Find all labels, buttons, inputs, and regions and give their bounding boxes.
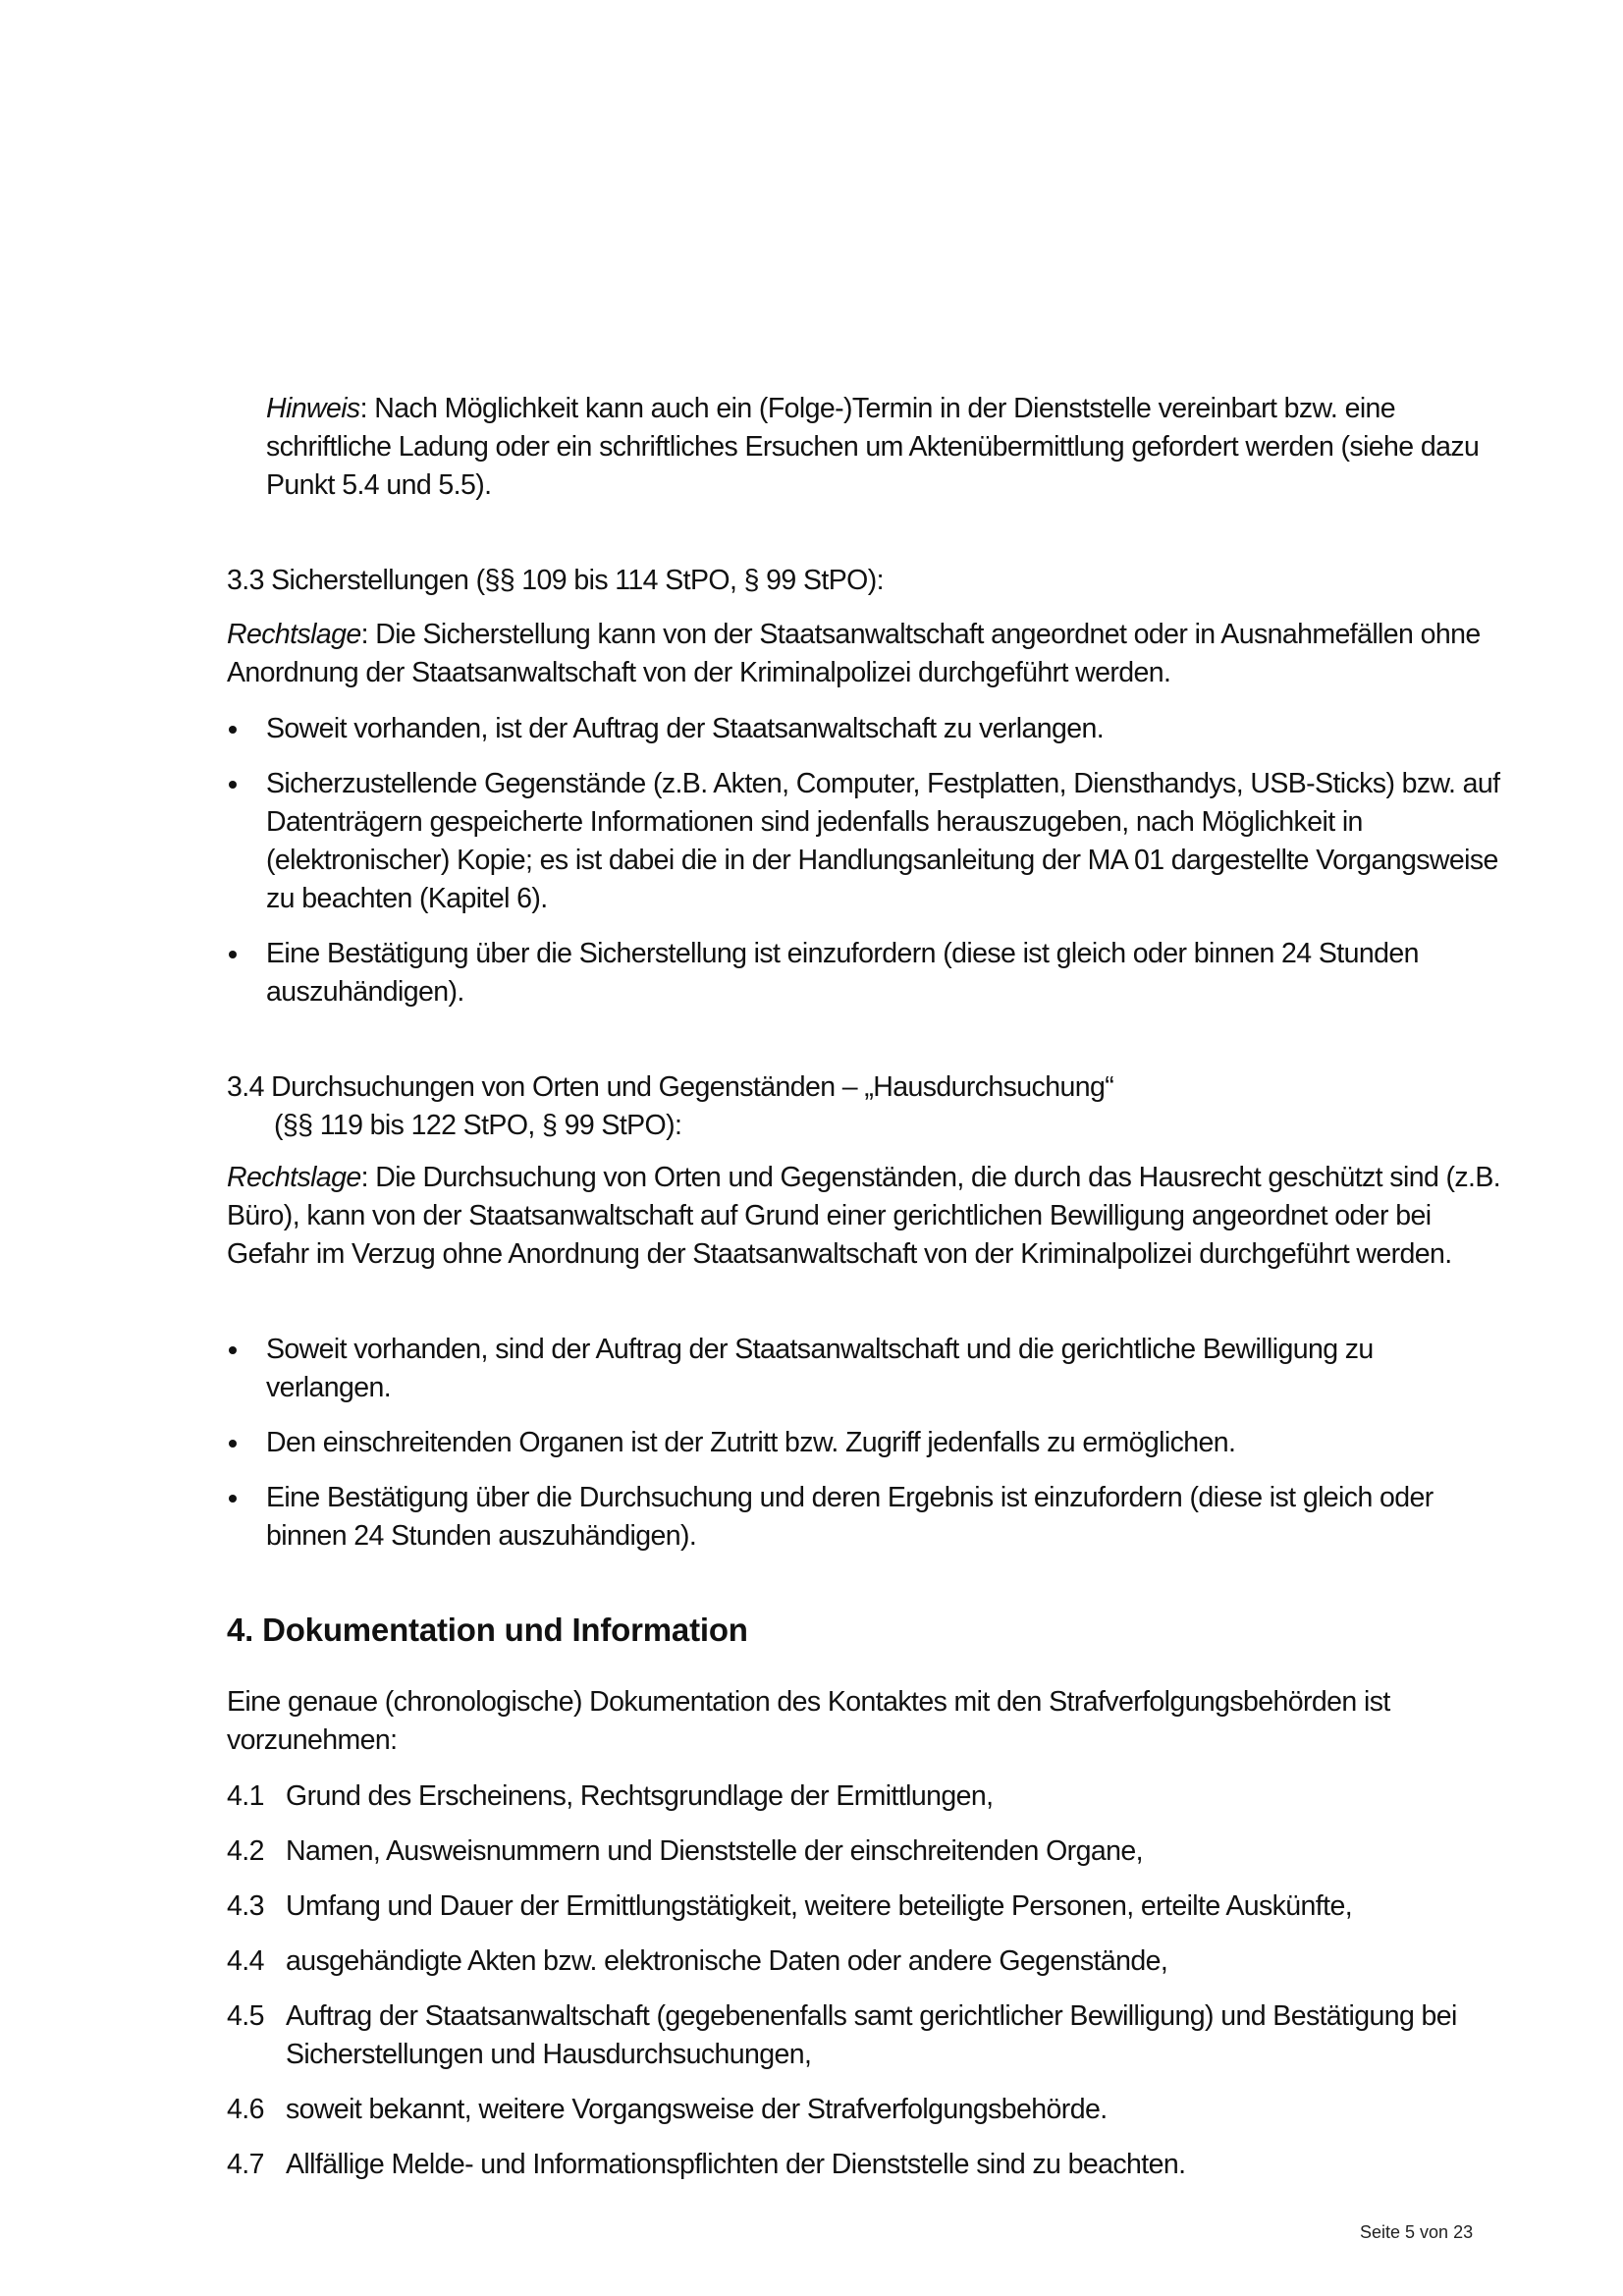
hint-label: Hinweis bbox=[266, 393, 360, 424]
item-text: soweit bekannt, weitere Vorgangsweise der Strafverfolgungsbehörde. bbox=[286, 2094, 1108, 2125]
hint-text: : Nach Möglichkeit kann auch ein (Folge-)Termin in der Dienststelle vereinbart bzw. eine schriftliche Ladung oder ein schriftliches Ersuchen um Aktenübermittlung gefordert werden (siehe dazu Punkt 5.4 und 5.5). bbox=[266, 393, 1480, 501]
section-3-3-bullet-list bbox=[227, 710, 1503, 1011]
bullet-text: Sicherzustellende Gegenstände (z.B. Akten, Computer, Festplatten, Diensthandys, USB-Sticks) bzw. auf Datenträgern gespeicherte Informationen sind jedenfalls herauszugeben, nach Möglichkeit in (elektronischer) Kopie; es ist dabei die in der Handlungsanleitung der MA 01 dargestellte Vorgangsweise zu beachten (Kapitel 6). bbox=[266, 768, 1500, 914]
item-number: 4.2 bbox=[227, 1835, 264, 1867]
item-text: Namen, Ausweisnummern und Dienststelle der einschreitenden Organe, bbox=[286, 1835, 1143, 1867]
item-number: 4.3 bbox=[227, 1890, 264, 1922]
item-number: 4.4 bbox=[227, 1945, 264, 1977]
hint-paragraph bbox=[266, 390, 1503, 505]
section-3-4-legal-label: Rechtslage bbox=[227, 1162, 361, 1193]
list-item bbox=[227, 710, 1503, 748]
section-3-4-bullet-list bbox=[227, 1331, 1503, 1556]
section-3-4-legal-paragraph bbox=[227, 1159, 1503, 1274]
section-3-3-legal-paragraph bbox=[227, 616, 1503, 692]
list-item bbox=[227, 1777, 1503, 1816]
list-item bbox=[227, 2091, 1503, 2129]
section-4-heading: 4. Dokumentation und Information bbox=[227, 1612, 748, 1648]
item-number: 4.7 bbox=[227, 2149, 264, 2180]
section-3-3-legal-text: : Die Sicherstellung kann von der Staatsanwaltschaft angeordnet oder in Ausnahmefällen ohne Anordnung der Staatsanwaltschaft von der Kriminalpolizei durchgeführt werden. bbox=[227, 619, 1481, 688]
list-item bbox=[227, 765, 1503, 918]
list-item bbox=[227, 2146, 1503, 2184]
bullet-icon bbox=[229, 781, 237, 789]
list-item bbox=[227, 1424, 1503, 1462]
bullet-text: Soweit vorhanden, ist der Auftrag der Staatsanwaltschaft zu verlangen. bbox=[266, 713, 1105, 744]
bullet-text: Den einschreitenden Organen ist der Zutritt bzw. Zugriff jedenfalls zu ermöglichen. bbox=[266, 1427, 1236, 1458]
list-item bbox=[227, 1331, 1503, 1407]
item-number: 4.5 bbox=[227, 2000, 264, 2032]
bullet-icon bbox=[229, 1495, 237, 1503]
page-number: Seite 5 von 23 bbox=[1360, 2222, 1474, 2242]
section-4-intro: Eine genaue (chronologische) Dokumentation des Kontaktes mit den Strafverfolgungsbehörden ist vorzunehmen: bbox=[227, 1686, 1390, 1756]
item-text: Umfang und Dauer der Ermittlungstätigkeit, weitere beteiligte Personen, erteilte Auskünfte, bbox=[286, 1890, 1353, 1922]
bullet-icon bbox=[229, 951, 237, 958]
list-item bbox=[227, 1942, 1503, 1981]
bullet-icon bbox=[229, 1440, 237, 1448]
list-item bbox=[227, 935, 1503, 1011]
bullet-text: Eine Bestätigung über die Sicherstellung ist einzufordern (diese ist gleich oder binnen 24 Stunden auszuhändigen). bbox=[266, 938, 1419, 1008]
list-item bbox=[227, 1479, 1503, 1556]
item-text: Grund des Erscheinens, Rechtsgrundlage der Ermittlungen, bbox=[286, 1780, 994, 1812]
list-item bbox=[227, 1887, 1503, 1926]
bullet-icon bbox=[229, 1346, 237, 1354]
list-item bbox=[227, 1997, 1503, 2074]
section-3-4-heading-line1: 3.4 Durchsuchungen von Orten und Gegenständen – „Hausdurchsuchung“ bbox=[227, 1071, 1114, 1103]
item-text: Allfällige Melde- und Informationspflichten der Dienststelle sind zu beachten. bbox=[286, 2149, 1186, 2180]
item-text: Auftrag der Staatsanwaltschaft (gegebenenfalls samt gerichtlicher Bewilligung) und Bestätigung bei Sicherstellungen und Hausdurchsuchungen, bbox=[286, 2000, 1457, 2070]
bullet-text: Eine Bestätigung über die Durchsuchung und deren Ergebnis ist einzufordern (diese ist gleich oder binnen 24 Stunden auszuhändigen). bbox=[266, 1482, 1434, 1552]
item-text: ausgehändigte Akten bzw. elektronische Daten oder andere Gegenstände, bbox=[286, 1945, 1168, 1977]
section-3-3-heading: 3.3 Sicherstellungen (§§ 109 bis 114 StPO, § 99 StPO): bbox=[227, 565, 884, 596]
section-4-numbered-list bbox=[227, 1777, 1503, 2184]
section-3-3-legal-label: Rechtslage bbox=[227, 619, 361, 650]
list-item bbox=[227, 1832, 1503, 1871]
item-number: 4.6 bbox=[227, 2094, 264, 2125]
section-3-4-heading-line2: (§§ 119 bis 122 StPO, § 99 StPO): bbox=[274, 1110, 682, 1141]
section-3-4-heading bbox=[227, 1068, 1113, 1145]
bullet-icon bbox=[229, 726, 237, 734]
bullet-text: Soweit vorhanden, sind der Auftrag der Staatsanwaltschaft und die gerichtliche Bewilligung zu verlangen. bbox=[266, 1334, 1374, 1403]
section-3-4-legal-text: : Die Durchsuchung von Orten und Gegenständen, die durch das Hausrecht geschützt sind (z.B. Büro), kann von der Staatsanwaltschaft auf Grund einer gerichtlichen Bewilligung angeordnet oder bei Gefahr im Verzug ohne Anordnung der Staatsanwaltschaft von der Kriminalpolizei durchgeführt werden. bbox=[227, 1162, 1501, 1270]
item-number: 4.1 bbox=[227, 1780, 264, 1812]
